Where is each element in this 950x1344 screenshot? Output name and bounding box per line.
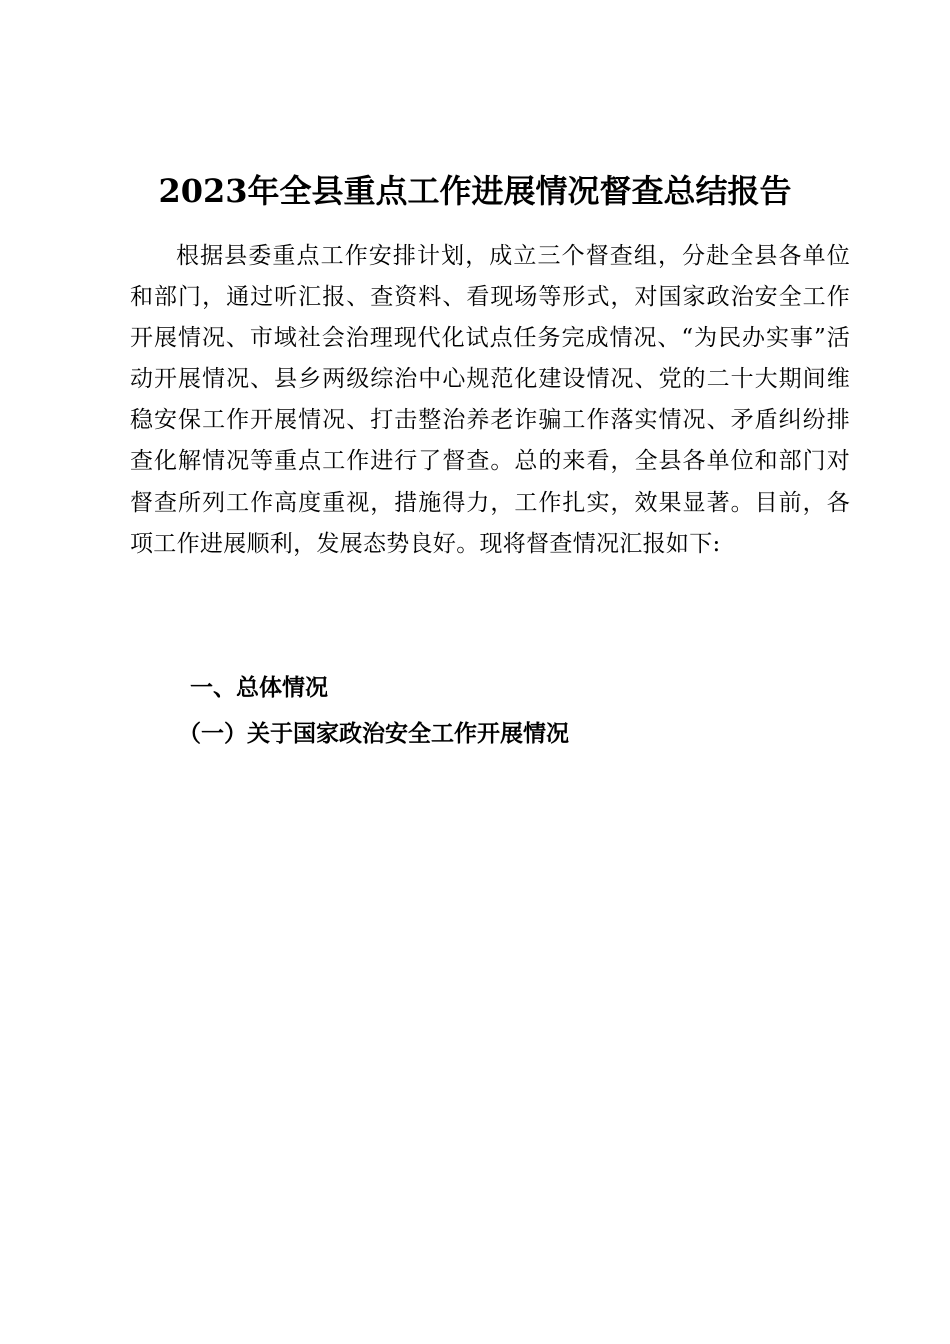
section-heading-overall: 一、总体情况 (190, 675, 328, 701)
document-title: 2023年全县重点工作进展情况督查总结报告 (158, 172, 792, 210)
subsection-heading-political-security: （一）关于国家政治安全工作开展情况 (178, 721, 569, 747)
intro-paragraph: 根据县委重点工作安排计划，成立三个督查组，分赴全县各单位和部门，通过听汇报、查资料、看现场等形式，对国家政治安全工作开展情况、市域社会治理现代化试点任务完成情况、“为民办实事”活动开展情况、县乡两级综治中心规范化建设情况、党的二十大期间维稳安保工作开展情况、打击整治养老诈骗工作落实情况、矛盾纠纷排查化解情况等重点工作进行了督查。总的来看，全县各单位和部门对督查所列工作高度重视，措施得力，工作扎实，效果显著。目前，各项工作进展顺利，发展态势良好。现将督查情况汇报如下: (130, 243, 850, 557)
